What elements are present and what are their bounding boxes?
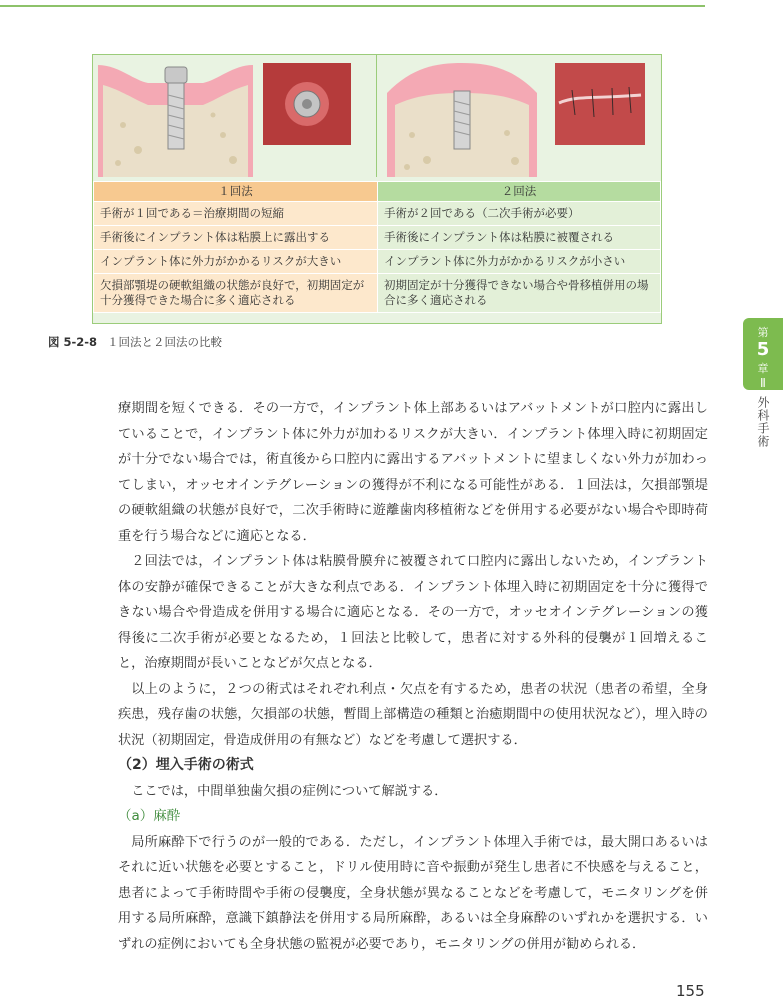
top-rule <box>0 5 705 7</box>
section-heading: （2）埋入手術の術式 <box>118 757 254 773</box>
table-cell: 初期固定が十分獲得できない場合や骨移植併用の場合に多く適応される <box>378 274 661 313</box>
two-stage-illustration-panel <box>377 55 661 177</box>
paragraph: ２回法では，インプラント体は粘膜骨膜弁に被覆されて口腔内に露出しないため，インプラント体の安静が確保できることが大きな利点である．インプラント体埋入時に初期固定を十分に獲得できない場合や骨造成を併用する場合に適応となる．その一方で，オッセオインテグレーションの獲得後に二次手術が必要となるため，１回法と比較して，患者に対する外科的侵襲が１回増えること，治療期間が長いことなどが欠点となる． <box>118 554 708 671</box>
two-stage-implant-diagram <box>377 55 661 177</box>
table-cell: 手術が１回である＝治療期間の短縮 <box>94 202 378 226</box>
subsection-heading: （a）麻酔 <box>118 808 181 824</box>
table-cell: 手術後にインプラント体は粘膜上に露出する <box>94 226 378 250</box>
table-cell: インプラント体に外力がかかるリスクが小さい <box>378 250 661 274</box>
one-stage-implant-diagram <box>93 55 376 177</box>
table-row <box>94 226 661 250</box>
figure-caption <box>48 334 222 350</box>
one-stage-illustration-panel <box>93 55 377 177</box>
table-cell: 手術が２回である（二次手術が必要） <box>378 202 661 226</box>
table-row <box>94 274 661 313</box>
header-one-stage: １回法 <box>94 182 378 202</box>
paragraph: 局所麻酔下で行うのが一般的である．ただし，インプラント体埋入手術では，最大開口あるいはそれに近い状態を必要とすること，ドリル使用時に音や振動が発生し患者に不快感を与えること，患者によって手術時間や手術の侵襲度，全身状態が異なることなどを考慮して，モニタリングを併用する局所麻酔，意識下鎮静法を併用する局所麻酔，あるいは全身麻酔のいずれかを選択する．いずれの症例においても全身状態の監視が必要であり，モニタリングの併用が勧められる． <box>118 834 708 952</box>
figure-caption-label: 図 5-2-8 <box>48 335 98 349</box>
chapter-prefix: 第 <box>757 326 769 339</box>
table-header-row <box>94 182 661 202</box>
chapter-tab <box>743 318 783 390</box>
header-two-stage: ２回法 <box>378 182 661 202</box>
paragraph: 療期間を短くできる．その一方で，インプラント体上部あるいはアバットメントが口腔内に露出していることで，インプラント体に外力が加わるリスクが大きい．インプラント体埋入時に初期固定が十分でない場合では，術直後から口腔内に露出するアバットメントに望ましくない外力が加わってしまい，オッセオインテグレーションの獲得が不利になる可能性がある．１回法は，欠損部顎堤の硬軟組織の状態が良好で，二次手術時に遊離歯肉移植術などを併用する必要がない場合や即時荷重を行う場合などに適応となる． <box>118 401 708 544</box>
table-cell: インプラント体に外力がかかるリスクが大きい <box>94 250 378 274</box>
body-text <box>118 396 708 957</box>
paragraph: ここでは，中間単独歯欠損の症例について解説する． <box>131 783 448 799</box>
comparison-table <box>93 181 661 313</box>
part-roman-numeral: Ⅱ <box>760 376 766 390</box>
table-cell: 欠損部顎堤の硬軟組織の状態が良好で，初期固定が十分獲得できた場合に多く適応される <box>94 274 378 313</box>
section-side-label: 外科手術 <box>756 396 770 448</box>
chapter-suffix: 章 <box>757 362 769 375</box>
page-number: 155 <box>676 982 705 1000</box>
table-cell: 手術後にインプラント体は粘膜に被覆される <box>378 226 661 250</box>
paragraph: 以上のように，２つの術式はそれぞれ利点・欠点を有するため，患者の状況（患者の希望，全身疾患，残存歯の状態，欠損部の状態，暫間上部構造の種類と治癒期間中の使用状況など），埋入時の状況（初期固定，骨造成併用の有無など）などを考慮して選択する． <box>118 681 708 748</box>
table-row <box>94 202 661 226</box>
figure-caption-text: １回法と２回法の比較 <box>107 335 223 349</box>
chapter-number: 5 <box>756 339 770 360</box>
table-row <box>94 250 661 274</box>
figure-5-2-8 <box>92 54 662 324</box>
